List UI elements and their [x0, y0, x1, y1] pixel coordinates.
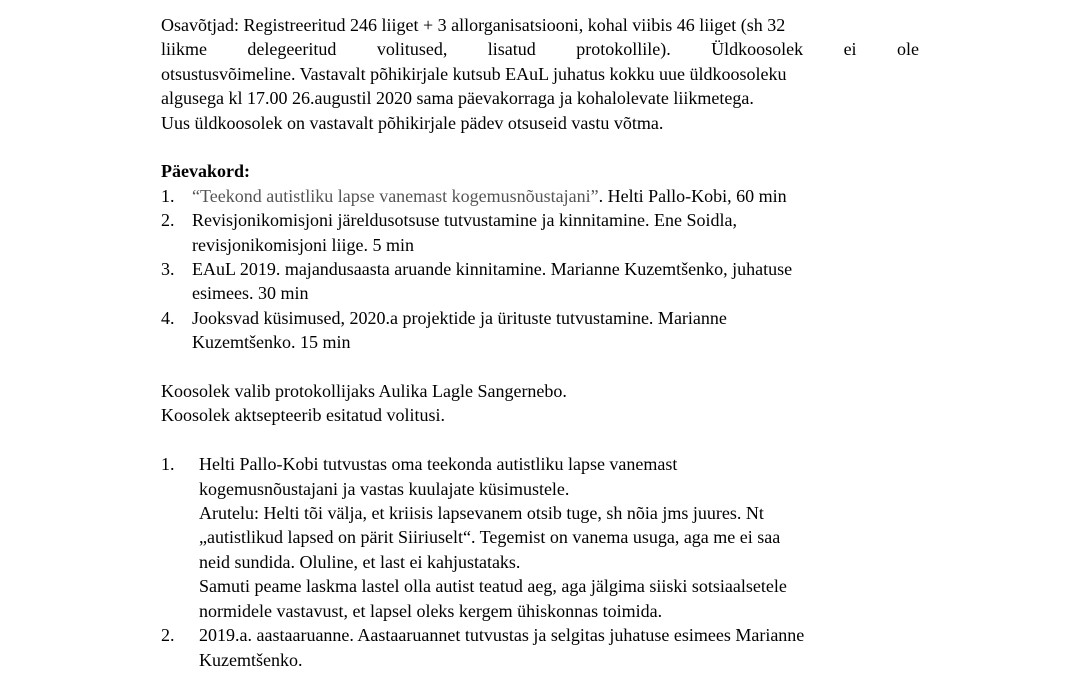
- spacer: [161, 355, 919, 379]
- agenda-item: [161, 184, 919, 208]
- agenda-item-line: revisjonikomisjoni liige. 5 min: [192, 234, 414, 255]
- minutes-item-line: „autistlikud lapsed on pärit Siiriuselt“. Tegemist on vanema usuga, aga me ei saa: [199, 527, 781, 548]
- minutes-item-line: Samuti peame laskma lastel olla autist teatud aeg, aga jälgima siiski sotsiaalsetele: [199, 576, 787, 597]
- attendance-line-1: Osavõtjad: Registreeritud 246 liiget + 3 allorganisatsiooni, kohal viibis 46 liiget (sh 32: [161, 15, 786, 35]
- agenda-item-line: Kuzemtšenko. 15 min: [192, 332, 351, 353]
- agenda-heading: Päevakord:: [161, 161, 250, 182]
- agenda-item-line: Jooksvad küsimused, 2020.a projektide ja ürituste tutvustamine. Marianne: [192, 307, 727, 328]
- spacer: [161, 135, 919, 159]
- minutes-item-line: Kuzemtšenko.: [199, 649, 303, 670]
- agenda-item: [161, 208, 919, 257]
- attendance-line-4: algusega kl 17.00 26.augustil 2020 sama päevakorraga ja kohalolevate liikmetega.: [161, 88, 754, 109]
- agenda-item-number: 2.: [161, 210, 175, 231]
- agenda-item-line: esimees. 30 min: [192, 283, 309, 304]
- decision-line: Koosolek aktsepteerib esitatud volitusi.: [161, 405, 445, 426]
- minutes-item-line: neid sundida. Oluline, et last ei kahjustataks.: [199, 551, 521, 572]
- agenda-item-number: 3.: [161, 259, 175, 280]
- agenda-item-number: 4.: [161, 307, 175, 328]
- minutes-item-line: kogemusnõustajani ja vastas kuulajate küsimustele.: [199, 478, 570, 499]
- agenda-item-rest: . Helti Pallo-Kobi, 60 min: [598, 185, 787, 206]
- agenda-item: [161, 257, 919, 306]
- attendance-line-3: otsustusvõimeline. Vastavalt põhikirjale kutsub EAuL juhatus kokku uue üldkoosoleku: [161, 63, 787, 84]
- attendance-line-5: Uus üldkoosolek on vastavalt põhikirjale pädev otsuseid vastu võtma.: [161, 112, 664, 133]
- agenda-item: [161, 306, 919, 355]
- minutes-item-line: normidele vastavust, et lapsel oleks kergem ühiskonnas toimida.: [199, 600, 663, 621]
- agenda-item-text: [192, 184, 919, 208]
- minutes-item-number: 2.: [161, 625, 175, 646]
- document-page: [161, 13, 919, 672]
- minutes-item-line: 2019.a. aastaaruanne. Aastaaruannet tutvustas ja selgitas juhatuse esimees Marianne: [199, 625, 805, 646]
- decision-line: Koosolek valib protokollijaks Aulika Lagle Sangernebo.: [161, 381, 567, 402]
- minutes-item: [161, 452, 919, 623]
- minutes-item: [161, 623, 919, 672]
- minutes-item-number: 1.: [161, 454, 175, 475]
- attendance-line-2: liikme delegeeritud volitused, lisatud protokollile). Üldkoosolek ei ole: [161, 39, 919, 60]
- agenda-item-line: Revisjonikomisjoni järeldusotsuse tutvustamine ja kinnitamine. Ene Soidla,: [192, 210, 737, 231]
- minutes-item-line: Helti Pallo-Kobi tutvustas oma teekonda autistliku lapse vanemast: [199, 454, 678, 475]
- agenda-item-quote: “Teekond autistliku lapse vanemast kogemusnõustajani”: [192, 185, 599, 206]
- agenda-item-line: EAuL 2019. majandusaasta aruande kinnitamine. Marianne Kuzemtšenko, juhatuse: [192, 259, 793, 280]
- minutes-list: [161, 452, 919, 672]
- attendance-paragraph: [161, 13, 919, 135]
- decisions-paragraph: [161, 379, 919, 428]
- agenda-list: [161, 184, 919, 355]
- minutes-item-line: Arutelu: Helti tõi välja, et kriisis lapsevanem otsib tuge, sh nõia jms juures. Nt: [199, 503, 764, 524]
- agenda-item-number: 1.: [161, 185, 175, 206]
- spacer: [161, 428, 919, 452]
